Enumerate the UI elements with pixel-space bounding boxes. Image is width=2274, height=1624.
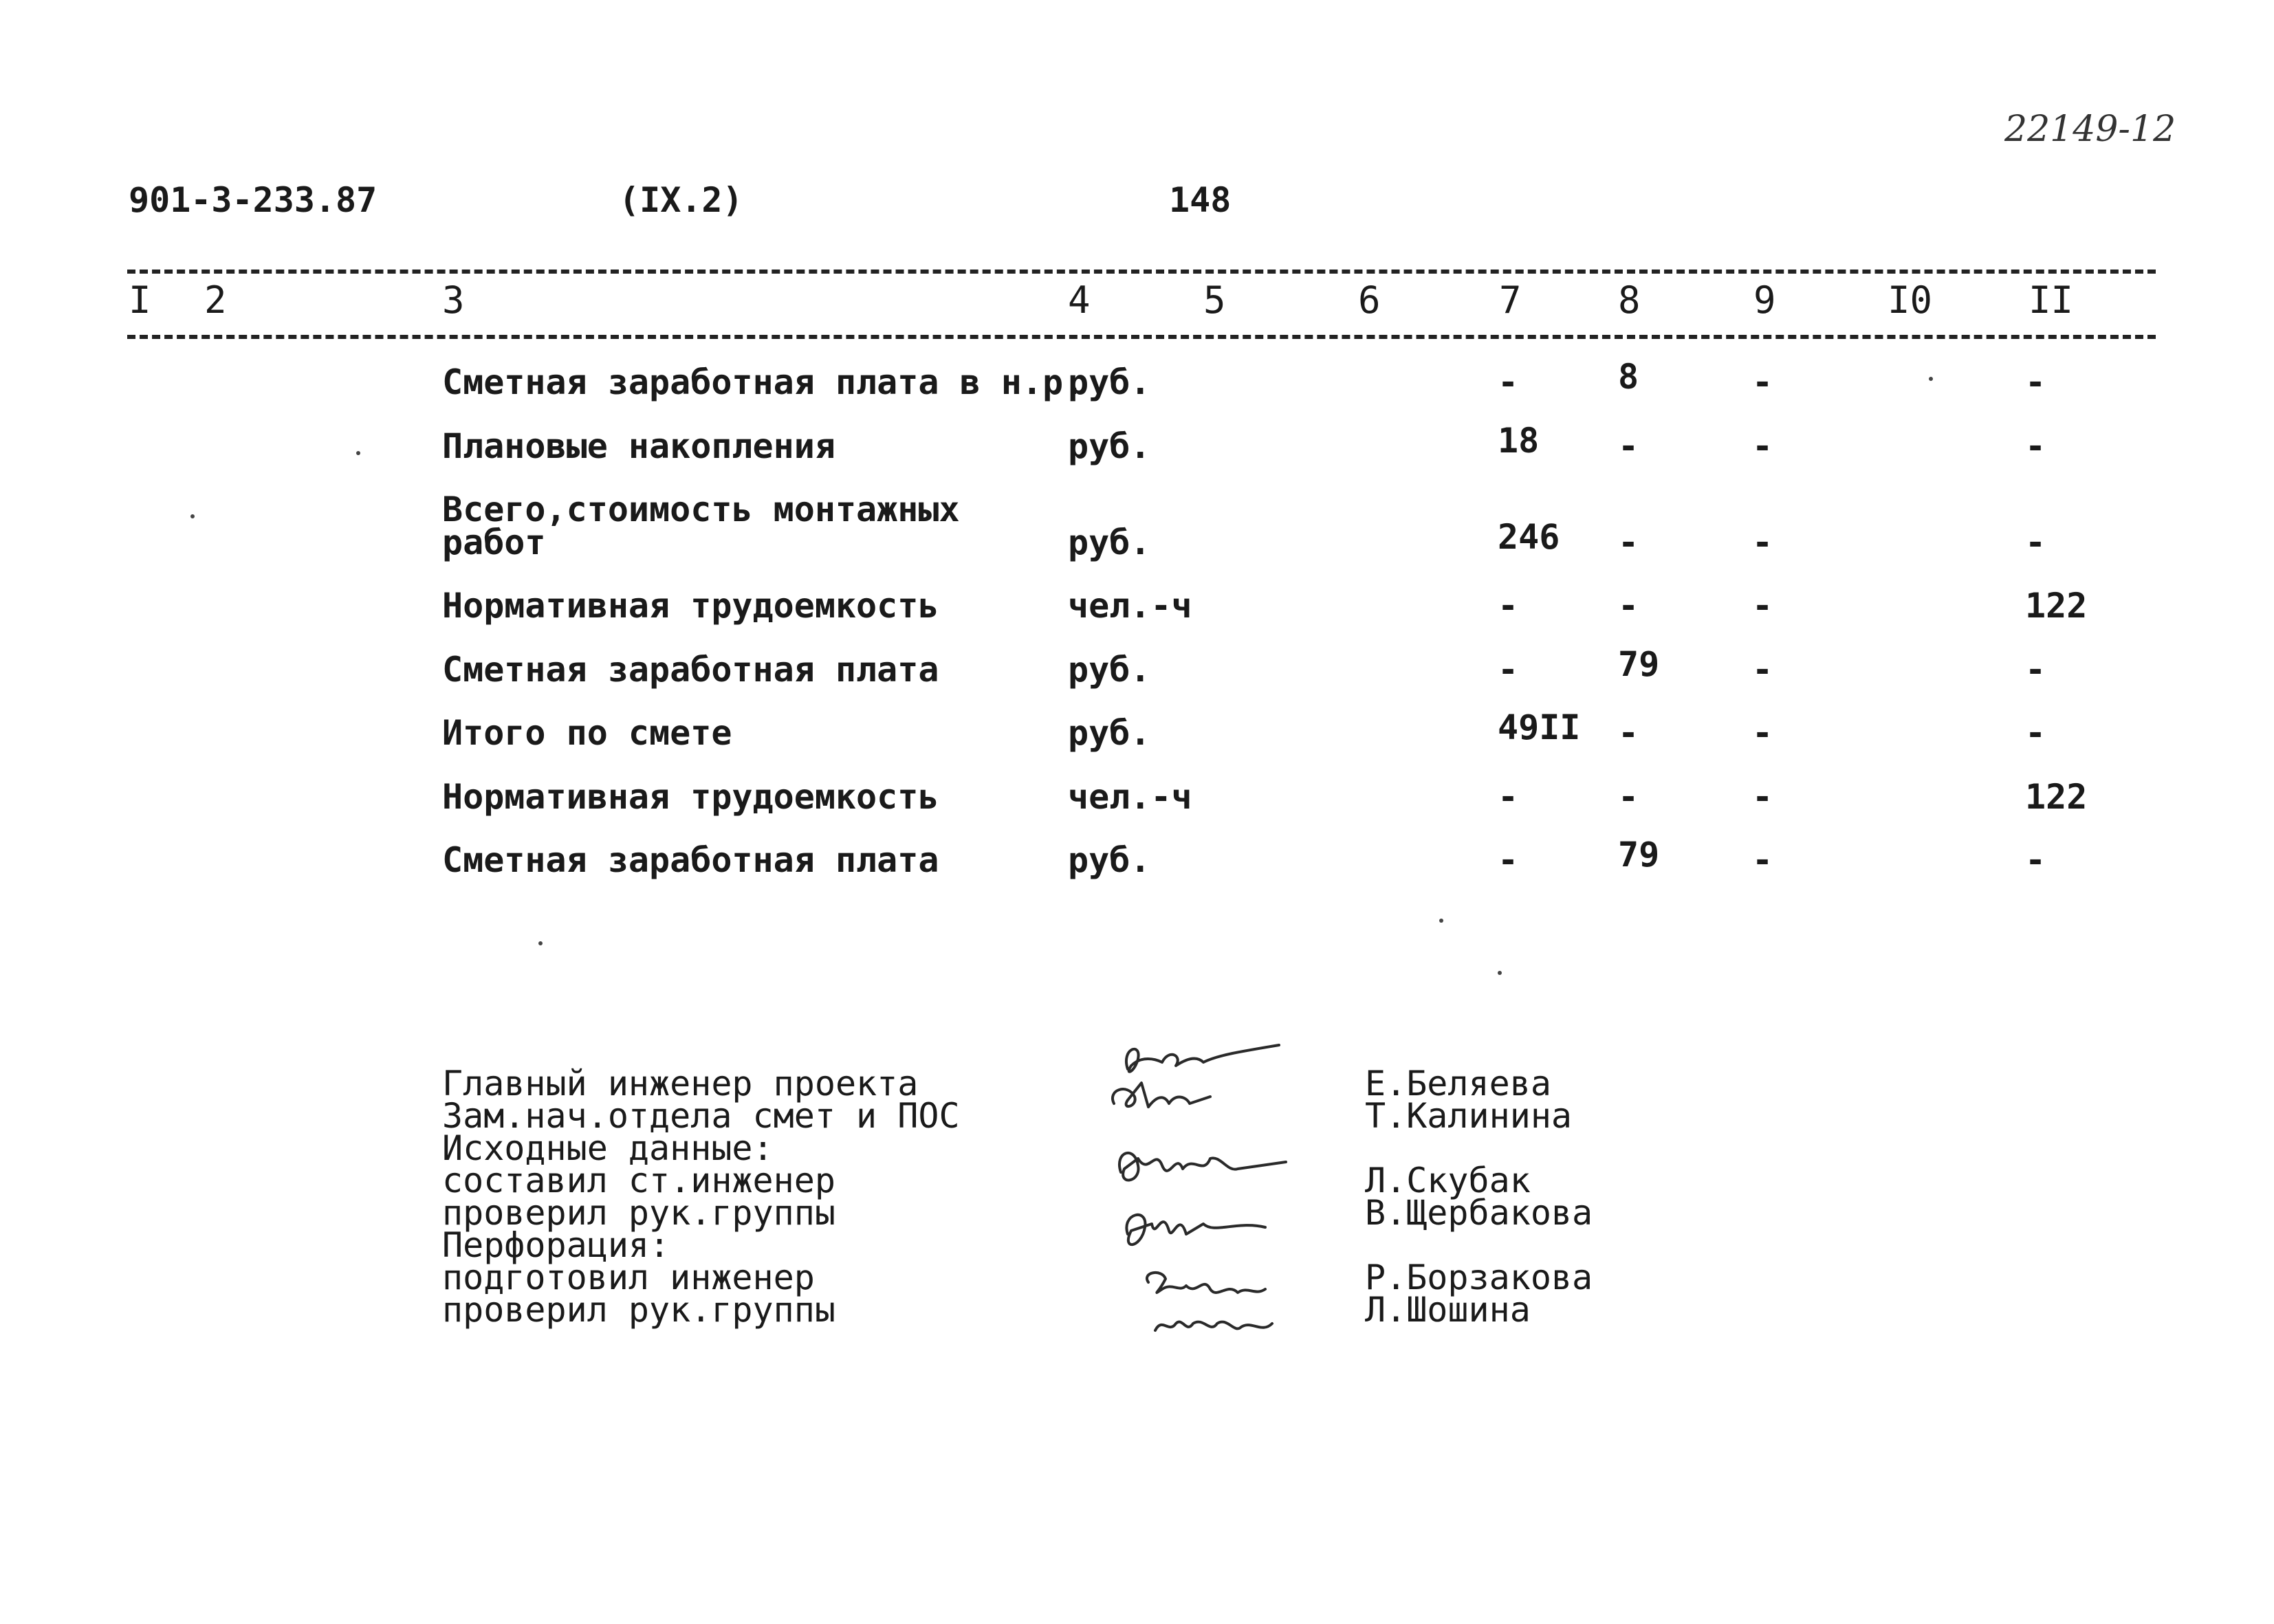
- cell-col11: -: [2025, 362, 2046, 402]
- cell-col11: 122: [2025, 777, 2088, 817]
- row-label: Нормативная трудоемкость: [442, 586, 939, 626]
- column-number: 8: [1618, 278, 1641, 322]
- signature-names-group3: [1365, 1258, 1593, 1330]
- cell-col11: -: [2025, 426, 2046, 466]
- cell-col8: 79: [1618, 835, 1660, 875]
- signer-name: Л.Скубак: [1365, 1161, 1531, 1200]
- signature-names-group2: [1365, 1161, 1593, 1233]
- column-number: 2: [204, 278, 227, 322]
- role-line: составил ст.инженер: [442, 1161, 835, 1200]
- signature-names-group1: [1365, 1064, 1573, 1136]
- signer-name: Р.Борзакова: [1365, 1258, 1593, 1297]
- row-unit: руб.: [1068, 362, 1151, 402]
- cell-col9: -: [1752, 650, 1773, 690]
- signature-stroke-5: [1147, 1273, 1265, 1293]
- cell-col11: 122: [2025, 586, 2088, 626]
- signature-stroke-4: [1126, 1215, 1265, 1244]
- scan-speck: [1439, 919, 1443, 923]
- cell-col8: -: [1618, 713, 1639, 753]
- cell-col7: -: [1498, 650, 1519, 690]
- row-label-line1: Всего,стоимость монтажных: [442, 490, 960, 529]
- row-label-line2: работ: [442, 523, 546, 562]
- role-line: Исходные данные:: [442, 1128, 774, 1168]
- row-unit: руб.: [1068, 840, 1151, 880]
- signer-name: Т.Калинина: [1365, 1096, 1573, 1136]
- cell-col7: -: [1498, 840, 1519, 880]
- column-number: 5: [1203, 278, 1226, 322]
- cell-col9: -: [1752, 362, 1773, 402]
- row-unit: руб.: [1068, 650, 1151, 690]
- cell-col11: -: [2025, 650, 2046, 690]
- row-label: Нормативная трудоемкость: [442, 777, 939, 817]
- row-unit: чел.-ч: [1068, 777, 1192, 817]
- document-code: 901-3-233.87: [129, 180, 378, 220]
- row-label: Сметная заработная плата: [442, 650, 939, 690]
- scan-speck: [1929, 377, 1933, 381]
- handwritten-archive-number: 22149-12: [2004, 109, 2176, 150]
- role-line: проверил рук.группы: [442, 1290, 835, 1330]
- section-number: (IX.2): [619, 180, 743, 220]
- role-line: подготовил инженер: [442, 1258, 815, 1297]
- page-number: 148: [1169, 180, 1232, 220]
- cell-col9: -: [1752, 426, 1773, 466]
- signer-name: Е.Беляева: [1365, 1064, 1551, 1104]
- cell-col7: 49II: [1498, 707, 1581, 747]
- scan-speck: [1498, 971, 1502, 975]
- cell-col7: 246: [1498, 517, 1560, 557]
- signature-stroke-6: [1155, 1322, 1272, 1330]
- row-label: Сметная заработная плата: [442, 840, 939, 880]
- cell-col8: 8: [1618, 357, 1639, 397]
- signature-stroke-1: [1126, 1045, 1279, 1072]
- cell-col9: -: [1752, 523, 1773, 562]
- role-line: Перфорация:: [442, 1225, 670, 1265]
- signature-stroke-3: [1119, 1153, 1286, 1181]
- column-number: 4: [1068, 278, 1091, 322]
- signature-stroke-2: [1113, 1083, 1210, 1107]
- role-line: Зам.нач.отдела смет и ПОС: [442, 1096, 960, 1136]
- cell-col11: -: [2025, 523, 2046, 562]
- scan-speck: [356, 451, 360, 455]
- top-dashed-rule: [127, 270, 2156, 274]
- row-label: Сметная заработная плата в н.р.: [442, 362, 1084, 402]
- row-unit: руб.: [1068, 426, 1151, 466]
- row-unit: чел.-ч: [1068, 586, 1192, 626]
- row-label: Итого по смете: [442, 713, 732, 753]
- cell-col9: -: [1752, 586, 1773, 626]
- column-number: 3: [442, 278, 465, 322]
- column-number: 9: [1753, 278, 1776, 322]
- handwritten-signatures: [1100, 1028, 1307, 1344]
- signer-name: В.Щербакова: [1365, 1193, 1593, 1233]
- scan-speck: [190, 514, 195, 518]
- column-number: I: [129, 278, 151, 322]
- column-number: 7: [1499, 278, 1522, 322]
- scan-speck: [538, 941, 543, 945]
- bottom-dashed-rule: [127, 335, 2156, 339]
- role-line: проверил рук.группы: [442, 1193, 835, 1233]
- cell-col7: -: [1498, 362, 1519, 402]
- cell-col8: -: [1618, 523, 1639, 562]
- cell-col7: 18: [1498, 421, 1540, 461]
- cell-col8: -: [1618, 586, 1639, 626]
- signer-name: Л.Шошина: [1365, 1290, 1531, 1330]
- cell-col8: -: [1618, 777, 1639, 817]
- cell-col8: -: [1618, 426, 1639, 466]
- cell-col9: -: [1752, 777, 1773, 817]
- cell-col9: -: [1752, 840, 1773, 880]
- column-number: II: [2029, 278, 2074, 322]
- row-unit: руб.: [1068, 713, 1151, 753]
- cell-col11: -: [2025, 713, 2046, 753]
- role-line: Главный инженер проекта: [442, 1064, 919, 1104]
- column-number: I0: [1888, 278, 1933, 322]
- cell-col8: 79: [1618, 644, 1660, 684]
- row-label: Плановые накопления: [442, 426, 835, 466]
- signature-roles: [442, 1064, 960, 1330]
- cell-col9: -: [1752, 713, 1773, 753]
- cell-col7: -: [1498, 777, 1519, 817]
- cell-col7: -: [1498, 586, 1519, 626]
- row-unit: руб.: [1068, 523, 1151, 562]
- column-number: 6: [1358, 278, 1381, 322]
- cell-col11: -: [2025, 840, 2046, 880]
